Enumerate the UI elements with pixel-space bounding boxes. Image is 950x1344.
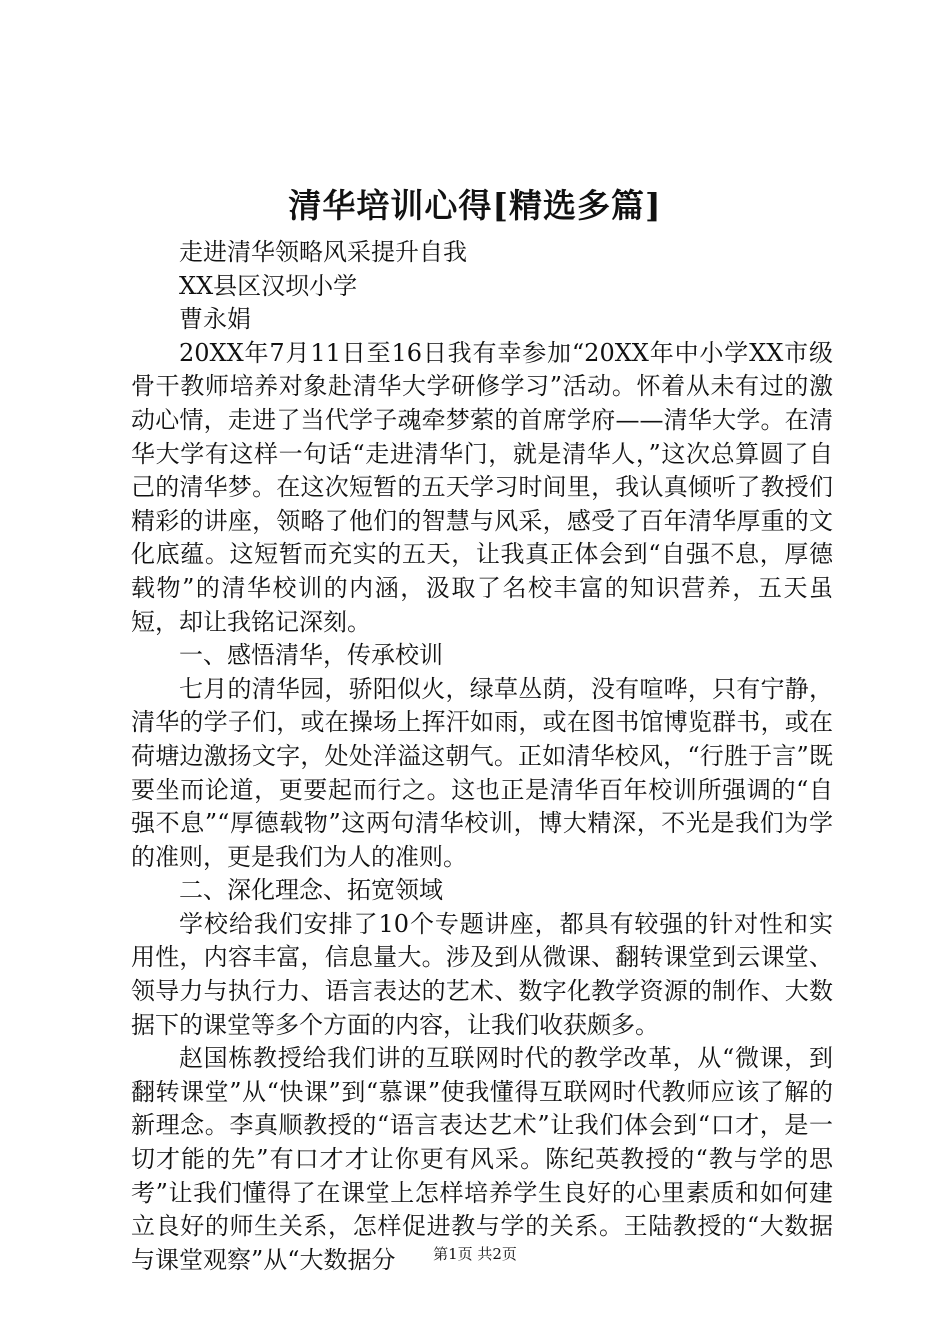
paragraph-intro: 20XX年7月11日至16日我有幸参加“20XX年中小学XX市级骨干教师培养对象赴清华大学研修学习”活动。怀着从未有过的激动心情，走进了当代学子魂牵梦萦的首席学府——清华大学。在清华大学有这样一句话“走进清华门，就是清华人，”这次总算圆了自己的清华梦。在这次短暂的五天学习时间里，我认真倾听了教授们精彩的讲座，领略了他们的智慧与风采，感受了百年清华厚重的文化底蕴。这短暂而充实的五天，让我真正体会到“自强不息，厚德载物”的清华校训的内涵，汲取了名校丰富的知识营养，五天虽短，却让我铭记深刻。 [131,338,833,636]
document-body [131,236,833,1277]
author-name: 曹永娟 [179,305,251,334]
section-heading-2: 二、深化理念、拓宽领域 [179,876,443,905]
document-title: 清华培训心得[精选多篇] [288,186,662,225]
page-footer: 第1页 共2页 [433,1245,517,1263]
paragraph-section-2: 学校给我们安排了10个专题讲座，都具有较强的针对性和实用性，内容丰富，信息量大。涉及到从微课、翻转课堂到云课堂、领导力与执行力、语言表达的艺术、数字化教学资源的制作、大数据下的课堂等多个方面的内容，让我们收获颇多。 [131,909,833,1039]
paragraph-section-1: 七月的清华园，骄阳似火，绿草丛荫，没有喧哗，只有宁静，清华的学子们，或在操场上挥汗如雨，或在图书馆博览群书，或在荷塘边激扬文字，处处洋溢这朝气。正如清华校风，“行胜于言”既要坐而论道，更要起而行之。这也正是清华百年校训所强调的“自强不息”“厚德载物”这两句清华校训，博大精深，不光是我们为学的准则，更是我们为人的准则。 [131,674,833,871]
section-heading-1: 一、感悟清华，传承校训 [179,641,443,670]
paragraph-lectures: 赵国栋教授给我们讲的互联网时代的教学改革，从“微课，到翻转课堂”从“快课”到“慕课”使我懂得互联网时代教师应该了解的新理念。李真顺教授的“语言表达艺术”让我们体会到“口才，是一切才能的先”有口才才让你更有风采。陈纪英教授的“教与学的思考”让我们懂得了在课堂上怎样培养学生良好的心里素质和如何建立良好的师生关系，怎样促进教与学的关系。王陆教授的“大数据与课堂观察”从“大数据分 [131,1044,833,1274]
subtitle: 走进清华领略风采提升自我 [179,238,467,266]
school-name: XX县区汉坝小学 [179,271,358,300]
